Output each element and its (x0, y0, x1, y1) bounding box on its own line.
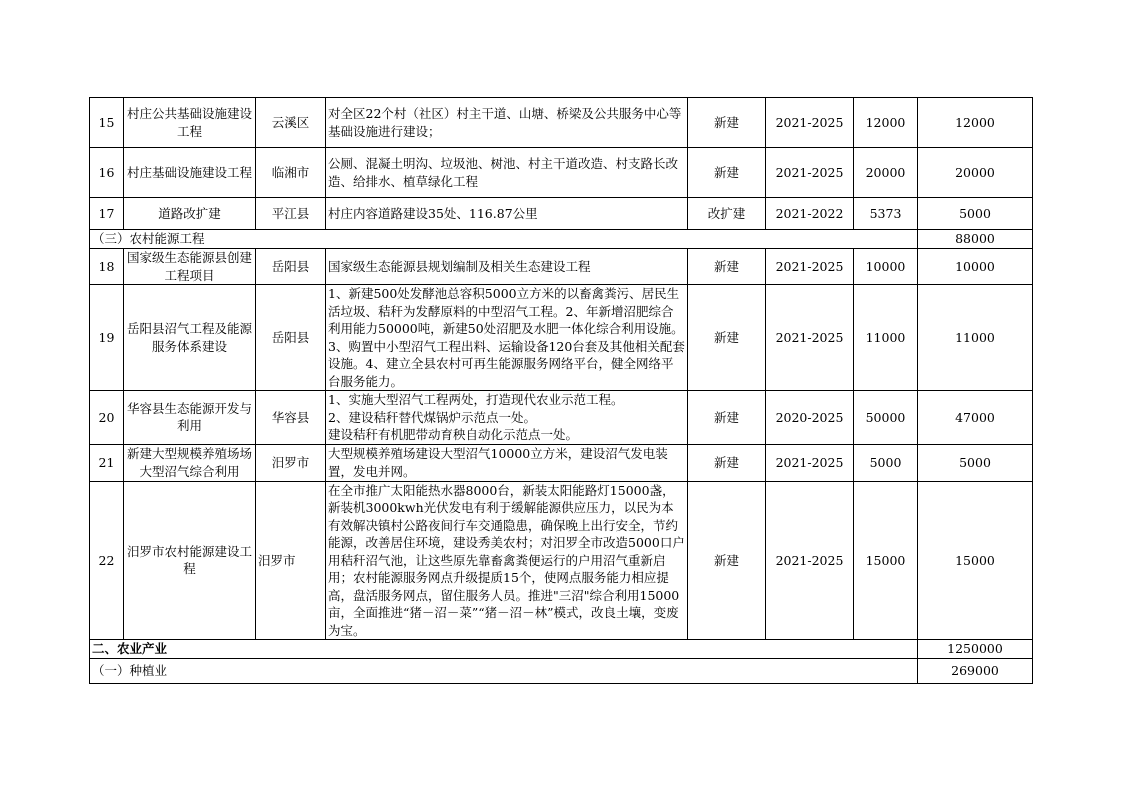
project-name: 村庄公共基础设施建设工程 (124, 98, 256, 148)
project-name: 道路改扩建 (124, 198, 256, 230)
project-invest: 10000 (918, 249, 1033, 285)
project-area: 云溪区 (256, 98, 326, 148)
project-total: 11000 (854, 285, 918, 391)
row-number: 19 (90, 285, 124, 391)
row-number: 21 (90, 444, 124, 481)
row-number: 15 (90, 98, 124, 148)
project-name: 国家级生态能源县创建工程项目 (124, 249, 256, 285)
project-invest: 15000 (918, 481, 1033, 640)
project-area: 岳阳县 (256, 249, 326, 285)
subsection-row (90, 659, 1033, 684)
project-content: 1、新建500处发酵池总容积5000立方米的以畜禽粪污、居民生活垃圾、秸秆为发酵原料的中型沼气工程。2、年新增沼肥综合利用能力50000吨，新建50处沼肥及水肥一体化综合利用设施。3、购置中小型沼气工程出料、运输设备120台套及其他相关配套设施。4、建立全县农村可再生能源服务网络平台，健全网络平台服务能力。 (326, 285, 688, 391)
table-row (90, 98, 1033, 148)
project-name: 村庄基础设施建设工程 (124, 148, 256, 198)
row-number: 22 (90, 481, 124, 640)
project-name: 岳阳县沼气工程及能源服务体系建设 (124, 285, 256, 391)
project-type: 新建 (688, 481, 766, 640)
subsection-label: （三）农村能源工程 (90, 230, 918, 249)
project-invest: 47000 (918, 391, 1033, 445)
project-total: 5000 (854, 444, 918, 481)
project-type: 新建 (688, 444, 766, 481)
project-area: 华容县 (256, 391, 326, 445)
project-period: 2021-2022 (766, 198, 854, 230)
project-total: 20000 (854, 148, 918, 198)
project-invest: 11000 (918, 285, 1033, 391)
subsection-total: 269000 (918, 659, 1033, 684)
table-row (90, 391, 1033, 445)
subsection-row (90, 230, 1033, 249)
table-row (90, 285, 1033, 391)
project-area: 临湘市 (256, 148, 326, 198)
section-total: 1250000 (918, 640, 1033, 659)
project-content: 对全区22个村（社区）村主干道、山塘、桥梁及公共服务中心等基础设施进行建设； (326, 98, 688, 148)
row-number: 16 (90, 148, 124, 198)
project-area: 岳阳县 (256, 285, 326, 391)
project-content: 公厕、混凝土明沟、垃圾池、树池、村主干道改造、村支路长改造、给排水、植草绿化工程 (326, 148, 688, 198)
section-row (90, 640, 1033, 659)
project-invest: 5000 (918, 444, 1033, 481)
project-invest: 5000 (918, 198, 1033, 230)
project-name: 新建大型规模养殖场场大型沼气综合利用 (124, 444, 256, 481)
project-type: 新建 (688, 285, 766, 391)
table-row (90, 481, 1033, 640)
project-area: 平江县 (256, 198, 326, 230)
project-type: 新建 (688, 249, 766, 285)
table-row (90, 148, 1033, 198)
subsection-label: （一）种植业 (90, 659, 918, 684)
row-number: 18 (90, 249, 124, 285)
project-area: 汨罗市 (256, 481, 326, 640)
table-row (90, 249, 1033, 285)
project-period: 2021-2025 (766, 481, 854, 640)
table-row (90, 198, 1033, 230)
project-period: 2020-2025 (766, 391, 854, 445)
project-name: 汨罗市农村能源建设工程 (124, 481, 256, 640)
project-total: 15000 (854, 481, 918, 640)
project-total: 10000 (854, 249, 918, 285)
project-total: 12000 (854, 98, 918, 148)
project-content: 1、实施大型沼气工程两处，打造现代农业示范工程。 2、建设秸秆替代煤锅炉示范点一处。 建设秸秆有机肥带动育秧自动化示范点一处。 (326, 391, 688, 445)
project-period: 2021-2025 (766, 148, 854, 198)
project-period: 2021-2025 (766, 98, 854, 148)
project-total: 50000 (854, 391, 918, 445)
project-invest: 20000 (918, 148, 1033, 198)
project-total: 5373 (854, 198, 918, 230)
project-period: 2021-2025 (766, 249, 854, 285)
project-name: 华容县生态能源开发与利用 (124, 391, 256, 445)
row-number: 17 (90, 198, 124, 230)
project-type: 新建 (688, 148, 766, 198)
project-area: 汨罗市 (256, 444, 326, 481)
section-label: 二、农业产业 (90, 640, 918, 659)
table-row (90, 444, 1033, 481)
project-content: 国家级生态能源县规划编制及相关生态建设工程 (326, 249, 688, 285)
project-content: 村庄内容道路建设35处、116.87公里 (326, 198, 688, 230)
project-table (89, 97, 1033, 684)
subsection-total: 88000 (918, 230, 1033, 249)
project-period: 2021-2025 (766, 285, 854, 391)
project-type: 新建 (688, 391, 766, 445)
row-number: 20 (90, 391, 124, 445)
project-content: 在全市推广太阳能热水器8000台，新装太阳能路灯15000盏，新装机3000kwh光伏发电有利于缓解能源供应压力，以民为本有效解决镇村公路夜间行车交通隐患，确保晚上出行安全，节约能源，改善居住环境，建设秀美农村；对汨罗全市改造5000口户用秸秆沼气池，让这些原先靠畜禽粪便运行的户用沼气重新启用；农村能源服务网点升级提质15个，使网点服务能力相应提高，盘活服务网点，留住服务人员。推进"三沼"综合利用15000亩，全面推进“猪－沼－菜”“猪－沼－林”模式，改良土壤，变废为宝。 (326, 481, 688, 640)
project-type: 改扩建 (688, 198, 766, 230)
project-invest: 12000 (918, 98, 1033, 148)
project-period: 2021-2025 (766, 444, 854, 481)
project-type: 新建 (688, 98, 766, 148)
project-content: 大型规模养殖场建设大型沼气10000立方米，建设沼气发电装置，发电并网。 (326, 444, 688, 481)
